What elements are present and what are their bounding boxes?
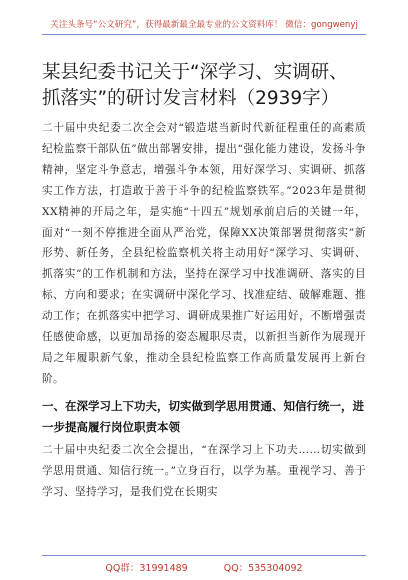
paragraph-2: 二十届中央纪委二次全会提出，“在深学习上下功夫……切实做到学思用贯通、知信行统一。”立身百行，以学为基。重视学习、善于学习、坚持学习，是我们党在长期实 (42, 443, 366, 498)
footer-qq: QQ：535304092 (223, 563, 303, 574)
section-heading-1: 一、在深学习上下功夫，切实做到学思用贯通、知信行统一，进一步提高履行岗位职责本领 (42, 398, 364, 434)
document-title: 某县纪委书记关于“深学习、实调研、抓落实”的研讨发言材料（2939字） (42, 62, 348, 109)
footer (42, 560, 366, 574)
paragraph-1: 二十届中央纪委二次全会对“锻造堪当新时代新征程重任的高素质纪检监察干部队伍”做出部署安排，提出“强化能力建设，发扬斗争精神，坚定斗争意志，增强斗争本领，用好深学习、实调研、抓落实工作方法，打造敢于善于斗争的纪检监察铁军。”2023年是贯彻XX精神的开局之年，是实施“十四五”规划承前启后的关键一年，面对“一刻不停推进全面从严治党，保障XX决策部署贯彻落实”新形势、新任务，全县纪检监察机关将主动用好“深学习、实调研、抓落实”的工作机制和方法，坚持在深学习中找准调研、落实的目标、方向和要求；在实调研中深化学习、找准症结、破解难题、推动工作；在抓落实中把学习、调研成果推广好运用好，不断增强责任感使命感，以更加昂扬的姿态履职尽责，以新担当新作为展现开局之年履职新气象，推动全县纪检监察工作高质量发展再上新台阶。 (42, 122, 366, 385)
document-body (42, 60, 366, 503)
banner-text: 关注头条号“公文研究”，获得最新最全最专业的公文资料库！ 微信：gongwenyj (50, 20, 358, 30)
footer-qq-group: QQ群：31991489 (105, 563, 188, 574)
top-banner (42, 14, 366, 35)
footer-divider (42, 555, 366, 556)
